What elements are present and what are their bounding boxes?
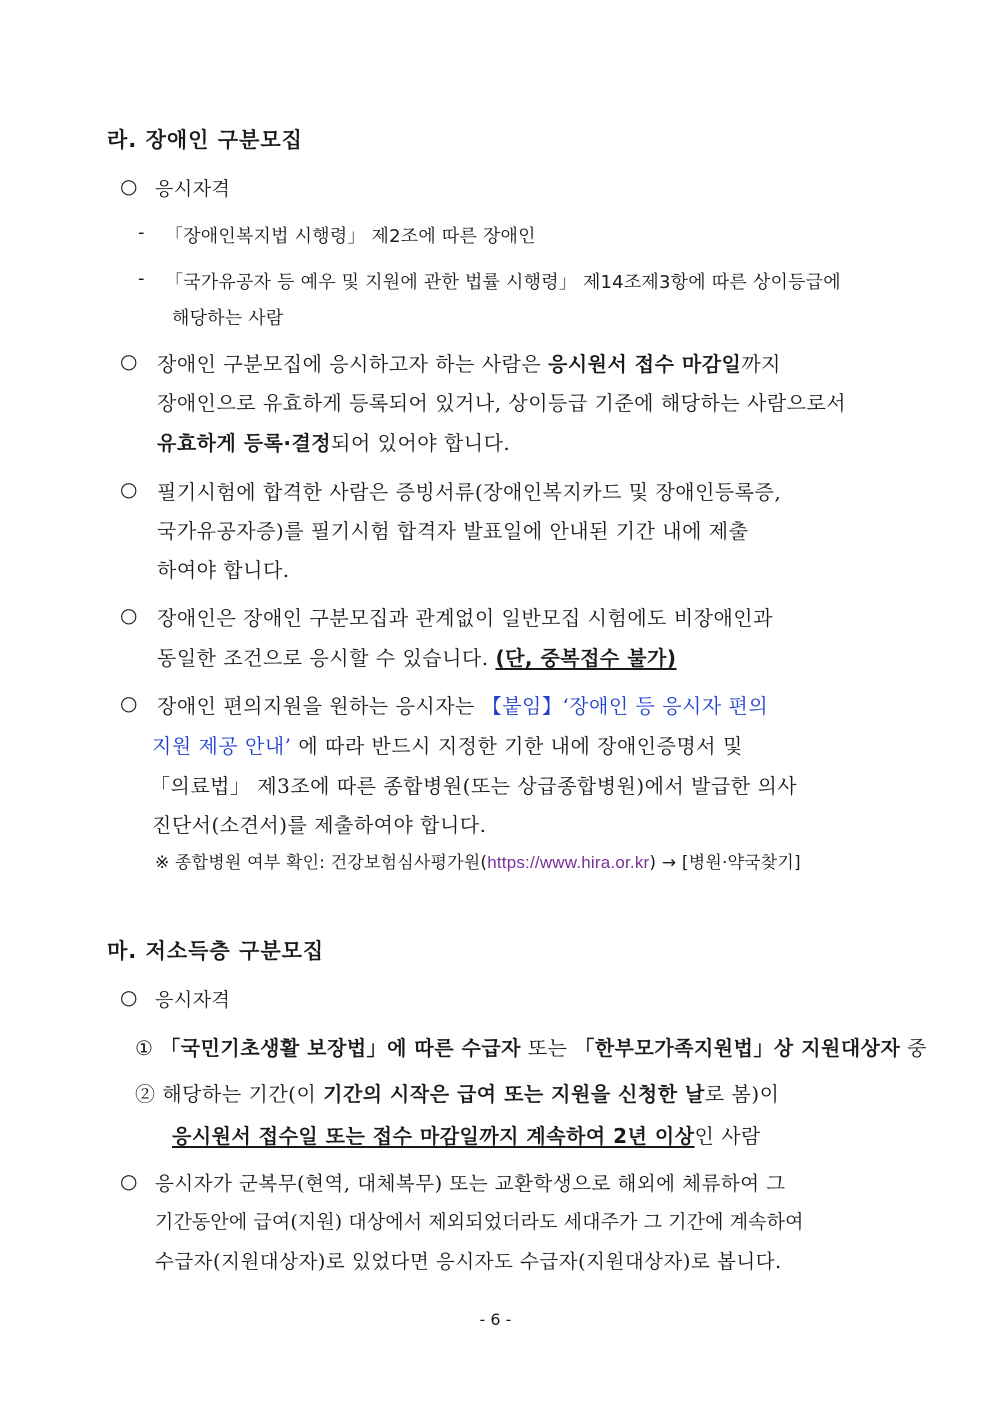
paragraph-1-line3: [157, 427, 510, 456]
paragraph-5-line3: 수급자(지원대상자)로 있었다면 응시자도 수급자(지원대상자)로 봅니다.: [155, 1250, 782, 1273]
paragraph-4-line2: [152, 730, 743, 759]
paragraph-5-line2: 기간동안에 급여(지원) 대상에서 제외되었더라도 세대주가 그 기간에 계속하여: [155, 1211, 804, 1233]
text-span: 해당하는 기간(이: [162, 1082, 324, 1106]
dash-bullet: -: [138, 268, 145, 289]
text-span: ) → [병원·약국찾기]: [649, 853, 801, 873]
text-span: 장애인 구분모집에 응시하고자 하는 사람은: [157, 352, 549, 376]
paragraph-1-line2: 장애인으로 유효하게 등록되어 있거나, 상이등급 기준에 해당하는 사람으로서: [157, 391, 847, 415]
item-number: ②: [135, 1082, 156, 1106]
text-span: 에 따라 반드시 지정한 기한 내에 장애인증명서 및: [291, 734, 743, 758]
bullet-circle: ○: [120, 691, 138, 715]
paragraph-2-line3: 하여야 합니다.: [157, 558, 290, 582]
qualification-item-2-line1: [165, 268, 895, 294]
qualification-label: 응시자격: [155, 178, 231, 200]
text-span: ※ 종합병원 여부 확인: 건강보험심사평가원(: [155, 853, 488, 873]
emphasis-recipient: 「국민기초생활 보장법」에 따른 수급자: [160, 1036, 521, 1060]
bullet-circle: ○: [120, 1169, 138, 1193]
bullet-circle: ○: [120, 603, 138, 627]
emphasis-deadline: 응시원서 접수 마감일: [548, 352, 742, 376]
section-heading-low-income: 마. 저소득층 구분모집: [107, 939, 325, 963]
text-span: 장애인 편의지원을 원하는 응시자는: [157, 694, 482, 718]
paragraph-4-line1: [157, 690, 768, 719]
text-span: 되어 있어야 합니다.: [331, 431, 511, 455]
bullet-circle: ○: [120, 174, 138, 198]
emphasis-registered: 유효하게 등록·결정: [157, 431, 332, 455]
paragraph-1-line1: [157, 348, 781, 377]
text-span: 동일한 조건으로 응시할 수 있습니다.: [157, 646, 496, 670]
qualification-item-1: [135, 1032, 927, 1061]
bullet-circle: ○: [120, 349, 138, 373]
paragraph-5-line1: 응시자가 군복무(현역, 대체복무) 또는 교환학생으로 해외에 체류하여 그: [155, 1172, 786, 1195]
text-span: 까지: [741, 352, 781, 376]
paragraph-2-line1: 필기시험에 합격한 사람은 증빙서류(장애인복지카드 및 장애인등록증,: [157, 480, 782, 504]
bullet-circle: ○: [120, 985, 138, 1009]
qualification-item-2-line2: [172, 1120, 761, 1149]
text-span: 인 사람: [694, 1124, 761, 1148]
text-span: 「국가유공자 등 예우 및 지원에 관한 법률 시행령」 제14조제3항에 따른 상이등급에: [165, 272, 841, 293]
paragraph-3-line1: 장애인은 장애인 구분모집과 관계없이 일반모집 시험에도 비장애인과: [157, 606, 773, 630]
item-number: ①: [135, 1036, 154, 1060]
paragraph-3-line2: [157, 642, 677, 671]
paragraph-4-line4: 진단서(소견서)를 제출하여야 합니다.: [152, 813, 487, 837]
qualification-label: 응시자격: [155, 989, 231, 1011]
emphasis-no-duplicate: (단, 중복접수 불가): [495, 646, 677, 670]
text-span: 또는: [521, 1036, 575, 1060]
note-hospital-check: [155, 848, 801, 873]
qualification-item-2-line1: [135, 1078, 779, 1107]
section-heading-disabled: 라. 장애인 구분모집: [107, 128, 303, 152]
attachment-reference: 지원 제공 안내’: [152, 734, 292, 758]
bullet-circle: ○: [120, 477, 138, 501]
text-span: 로 봄)이: [704, 1082, 780, 1106]
paragraph-4-line3: 「의료법」 제3조에 따른 종합병원(또는 상급종합병원)에서 발급한 의사: [150, 774, 798, 798]
page-number: - 6 -: [479, 1310, 512, 1329]
paragraph-2-line2: 국가유공자증)를 필기시험 합격자 발표일에 안내된 기간 내에 제출: [157, 519, 749, 543]
text-span: 중: [900, 1036, 927, 1060]
qualification-item-1: 「장애인복지법 시행령」 제2조에 따른 장애인: [165, 226, 536, 247]
emphasis-period-start: 기간의 시작은 급여 또는 지원을 신청한 날: [323, 1082, 705, 1106]
qualification-item-2-line2: 해당하는 사람: [172, 308, 284, 329]
attachment-reference: 【붙임】‘장애인 등 응시자 편의: [481, 694, 769, 718]
dash-bullet: -: [138, 222, 145, 243]
emphasis-single-parent: 「한부모가족지원법」상 지원대상자: [574, 1036, 901, 1060]
hira-link[interactable]: https://www.hira.or.kr: [487, 853, 650, 872]
emphasis-two-years: 응시원서 접수일 또는 접수 마감일까지 계속하여 2년 이상: [172, 1124, 695, 1148]
